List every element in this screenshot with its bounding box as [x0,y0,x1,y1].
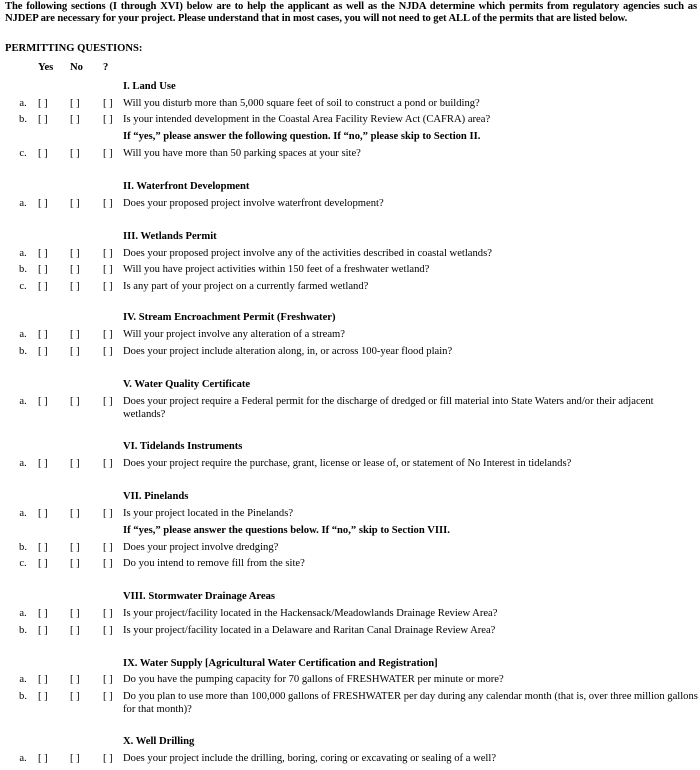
question-text: Will your project involve any alteration of a stream? [123,329,345,340]
section-title: X. Well Drilling [123,736,195,747]
question-letter: c. [19,558,27,569]
question-letter: b. [19,346,27,357]
question-text: Does your project include alteration along, in, or across 100-year flood plain? [123,346,453,357]
question-letter: a. [19,396,27,407]
question-row [0,197,700,210]
yes-checkbox[interactable]: [ ] [38,329,48,340]
no-checkbox[interactable]: [ ] [70,753,80,764]
section-title: IV. Stream Encroachment Permit (Freshwater) [123,312,336,323]
unsure-checkbox[interactable]: [ ] [103,346,113,357]
unsure-checkbox[interactable]: [ ] [103,264,113,275]
question-letter: a. [19,508,27,519]
question-letter: a. [19,458,27,469]
question-letter: a. [19,198,27,209]
question-row [0,97,700,110]
yes-checkbox[interactable]: [ ] [38,396,48,407]
yes-checkbox[interactable]: [ ] [38,753,48,764]
no-checkbox[interactable]: [ ] [70,691,80,702]
question-letter: a. [19,248,27,259]
question-row [0,752,700,765]
question-text: Do you have the pumping capacity for 70 gallons of FRESHWATER per minute or more? [123,674,504,685]
question-text: Does your project include the drilling, boring, coring or excavating or sealing of a well? [123,753,497,764]
section-title: VIII. Stormwater Drainage Areas [123,591,276,602]
question-text: Is your project/facility located in a Delaware and Raritan Canal Drainage Review Area? [123,625,496,636]
yes-checkbox[interactable]: [ ] [38,542,48,553]
intro-paragraph: The following sections (I through XVI) below are to help the applicant as well as the NJDA determine which permits from regulatory agencies such as NJDEP are necessary for your project. Please understand that in most cases, you will not need to get ALL of the permits that are listed below. [5,1,697,24]
unsure-checkbox[interactable]: [ ] [103,98,113,109]
question-row [0,541,700,554]
section-title: V. Water Quality Certificate [123,379,251,390]
question-text: Is your intended development in the Coastal Area Facility Review Act (CAFRA) area? [123,114,491,125]
yes-checkbox[interactable]: [ ] [38,558,48,569]
yes-checkbox[interactable]: [ ] [38,608,48,619]
no-checkbox[interactable]: [ ] [70,198,80,209]
question-row [0,690,700,716]
no-checkbox[interactable]: [ ] [70,148,80,159]
question-text: Does your project involve dredging? [123,542,279,553]
yes-checkbox[interactable]: [ ] [38,148,48,159]
yes-checkbox[interactable]: [ ] [38,458,48,469]
question-text: Is any part of your project on a currently farmed wetland? [123,281,369,292]
question-row [0,557,700,570]
section-title: IX. Water Supply [Agricultural Water Certification and Registration] [123,658,438,669]
unsure-checkbox[interactable]: [ ] [103,674,113,685]
section-title: III. Wetlands Permit [123,231,217,242]
section-title: I. Land Use [123,81,176,92]
question-letter: b. [19,691,27,702]
permitting-questions-heading: PERMITTING QUESTIONS: [5,43,143,54]
unsure-checkbox[interactable]: [ ] [103,329,113,340]
no-checkbox[interactable]: [ ] [70,674,80,685]
question-letter: a. [19,753,27,764]
unsure-checkbox[interactable]: [ ] [103,608,113,619]
question-text: Does your proposed project involve any of the activities described in coastal wetlands? [123,248,492,259]
question-letter: a. [19,608,27,619]
unsure-checkbox[interactable]: [ ] [103,558,113,569]
question-row [0,673,700,686]
unsure-checkbox[interactable]: [ ] [103,542,113,553]
section-title: II. Waterfront Development [123,181,250,192]
section-instruction-note: If “yes,” please answer the following question. If “no,” please skip to Section II. [123,131,481,142]
unsure-checkbox[interactable]: [ ] [103,198,113,209]
question-row [0,345,700,358]
question-text: Will you have more than 50 parking spaces at your site? [123,148,361,159]
question-text: Do you plan to use more than 100,000 gallons of FRESHWATER per day during any calendar month (that is, over three million gallons for that month)? [123,691,698,715]
no-checkbox[interactable]: [ ] [70,625,80,636]
unsure-checkbox[interactable]: [ ] [103,114,113,125]
question-row [0,395,700,421]
question-letter: c. [19,281,27,292]
section-title: VII. Pinelands [123,491,189,502]
yes-checkbox[interactable]: [ ] [38,248,48,259]
unsure-checkbox[interactable]: [ ] [103,396,113,407]
no-checkbox[interactable]: [ ] [70,396,80,407]
column-yes-header: Yes [38,62,54,73]
question-row [0,457,700,470]
unsure-checkbox[interactable]: [ ] [103,753,113,764]
no-checkbox[interactable]: [ ] [70,458,80,469]
no-checkbox[interactable]: [ ] [70,264,80,275]
question-letter: c. [19,148,27,159]
yes-checkbox[interactable]: [ ] [38,691,48,702]
question-text: Do you intend to remove fill from the site? [123,558,305,569]
yes-checkbox[interactable]: [ ] [38,198,48,209]
unsure-checkbox[interactable]: [ ] [103,148,113,159]
question-text: Does your proposed project involve waterfront development? [123,198,384,209]
question-row [0,113,700,126]
question-letter: b. [19,264,27,275]
question-row [0,607,700,620]
section-instruction-note: If “yes,” please answer the questions below. If “no,” skip to Section VIII. [123,525,450,536]
unsure-checkbox[interactable]: [ ] [103,281,113,292]
yes-checkbox[interactable]: [ ] [38,508,48,519]
unsure-checkbox[interactable]: [ ] [103,691,113,702]
yes-checkbox[interactable]: [ ] [38,281,48,292]
no-checkbox[interactable]: [ ] [70,558,80,569]
unsure-checkbox[interactable]: [ ] [103,508,113,519]
question-letter: a. [19,98,27,109]
no-checkbox[interactable]: [ ] [70,346,80,357]
no-checkbox[interactable]: [ ] [70,329,80,340]
no-checkbox[interactable]: [ ] [70,281,80,292]
no-checkbox[interactable]: [ ] [70,98,80,109]
question-letter: b. [19,542,27,553]
unsure-checkbox[interactable]: [ ] [103,248,113,259]
question-text: Does your project require the purchase, grant, license or lease of, or statement of No Interest in tidelands? [123,458,572,469]
question-row [0,624,700,637]
unsure-checkbox[interactable]: [ ] [103,625,113,636]
column-no-header: No [70,62,83,73]
yes-checkbox[interactable]: [ ] [38,674,48,685]
question-row [0,263,700,276]
question-text: Is your project located in the Pinelands? [123,508,294,519]
question-text: Is your project/facility located in the Hackensack/Meadowlands Drainage Review Area? [123,608,498,619]
section-title: VI. Tidelands Instruments [123,441,243,452]
no-checkbox[interactable]: [ ] [70,542,80,553]
question-text: Will you have project activities within 150 feet of a freshwater wetland? [123,264,430,275]
question-row [0,280,700,293]
no-checkbox[interactable]: [ ] [70,114,80,125]
question-row [0,247,700,260]
unsure-checkbox[interactable]: [ ] [103,458,113,469]
question-letter: b. [19,114,27,125]
no-checkbox[interactable]: [ ] [70,248,80,259]
question-letter: a. [19,329,27,340]
yes-checkbox[interactable]: [ ] [38,114,48,125]
question-row [0,328,700,341]
yes-checkbox[interactable]: [ ] [38,98,48,109]
question-row [0,507,700,520]
question-row [0,147,700,160]
column-unsure-header: ? [103,62,109,73]
yes-checkbox[interactable]: [ ] [38,625,48,636]
question-letter: b. [19,625,27,636]
question-text: Will you disturb more than 5,000 square feet of soil to construct a pond or building? [123,98,480,109]
question-text: Does your project require a Federal permit for the discharge of dredged or fill material into State Waters and/or their adjacent wetlands? [123,396,654,420]
no-checkbox[interactable]: [ ] [70,608,80,619]
yes-checkbox[interactable]: [ ] [38,264,48,275]
no-checkbox[interactable]: [ ] [70,508,80,519]
question-letter: a. [19,674,27,685]
yes-checkbox[interactable]: [ ] [38,346,48,357]
